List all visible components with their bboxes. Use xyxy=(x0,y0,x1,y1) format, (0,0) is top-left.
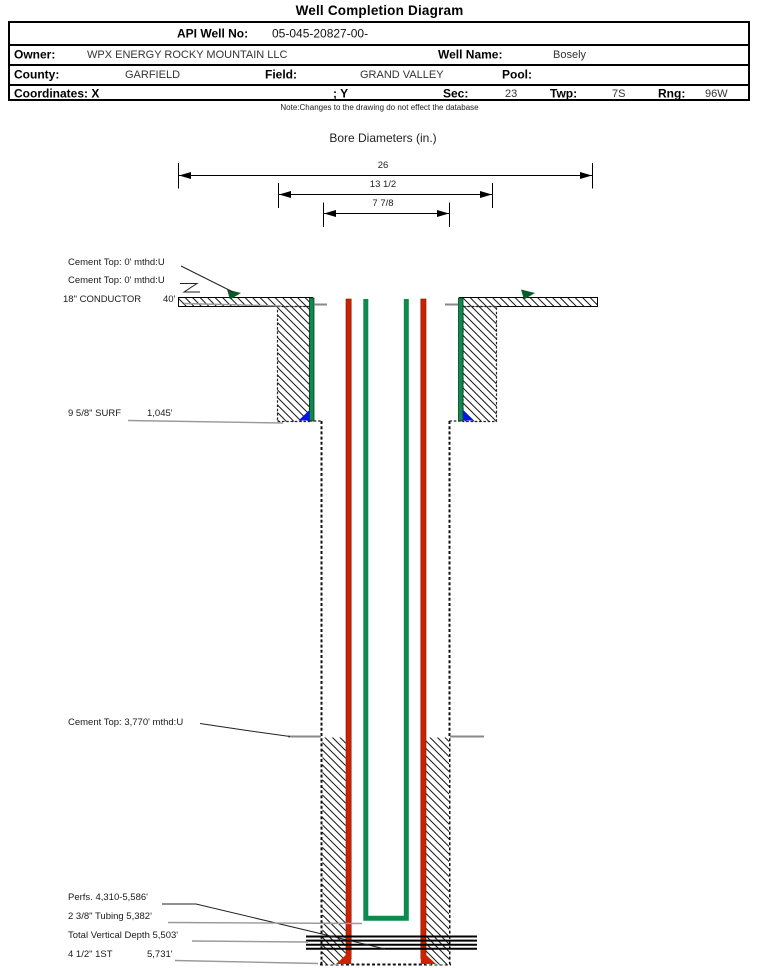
cement-top-3770-label: Cement Top: 3,770' mthd:U xyxy=(68,717,184,728)
surf-casing-label: 9 5/8" SURF 1,045' xyxy=(68,408,173,419)
conductor-cement-right xyxy=(463,307,497,422)
dim-label-26: 26 xyxy=(377,160,389,171)
surf-casing-right xyxy=(459,298,464,421)
county-label: County: xyxy=(14,67,60,82)
surf-casing-depth: 1,045' xyxy=(147,408,173,419)
rng-value: 96W xyxy=(705,87,728,100)
table-row-api xyxy=(10,23,748,44)
well-header-table xyxy=(8,21,750,101)
field-value: GRAND VALLEY xyxy=(360,68,444,81)
coordinates-label: Coordinates: X xyxy=(14,86,100,101)
sec-label: Sec: xyxy=(443,86,469,101)
conductor-cement-left xyxy=(278,307,310,422)
conductor-depth: 40' xyxy=(163,294,176,305)
api-value: 05-045-20827-00- xyxy=(272,26,369,41)
pool-label: Pool: xyxy=(502,67,532,82)
dim-label-13-1-2: 13 1/2 xyxy=(369,179,397,190)
field-label: Field: xyxy=(265,67,297,82)
tubing-label: 2 3/8" Tubing 5,382' xyxy=(68,911,152,922)
bore-diameters-title: Bore Diameters (in.) xyxy=(329,131,437,145)
twp-label: Twp: xyxy=(550,86,578,101)
owner-label: Owner: xyxy=(14,47,56,62)
well-name-label: Well Name: xyxy=(438,47,503,62)
well-name-value: Bosely xyxy=(553,48,587,61)
leader-casing-1st xyxy=(175,961,318,964)
leader-cement-top-3 xyxy=(200,724,290,737)
rng-label: Rng: xyxy=(658,86,686,101)
production-cement-right xyxy=(426,738,449,965)
leader-tvd xyxy=(192,941,308,942)
table-row-coordinates xyxy=(10,84,748,101)
coordinates-y-label: ; Y xyxy=(333,86,349,101)
database-note: Note:Changes to the drawing do not effect the database xyxy=(280,103,479,112)
conductor-label: 18" CONDUCTOR 40' xyxy=(63,294,176,305)
leader-cement-top-2 xyxy=(180,284,200,293)
table-row-county xyxy=(10,64,748,84)
api-label: API Well No: xyxy=(177,26,249,41)
production-casing-right xyxy=(421,299,426,959)
leader-cement-top-1 xyxy=(181,266,233,292)
perfs-label: Perfs. 4,310-5,586' xyxy=(68,892,148,903)
tubing-string xyxy=(366,299,407,918)
cement-top-0-label-2: Cement Top: 0' mthd:U xyxy=(68,275,165,286)
casing-1st-label: 4 1/2" 1ST 5,731' xyxy=(68,949,173,960)
table-row-owner xyxy=(10,44,748,64)
page-title: Well Completion Diagram xyxy=(295,3,464,18)
surface-band-right xyxy=(460,298,598,307)
production-casing-left xyxy=(346,299,351,959)
casing-1st-depth: 5,731' xyxy=(147,949,173,960)
production-cement-left xyxy=(323,738,346,965)
twp-value: 7S xyxy=(612,87,626,100)
dim-label-7-7-8: 7 7/8 xyxy=(372,198,394,209)
leader-surf xyxy=(128,421,283,424)
leader-tubing xyxy=(168,923,362,924)
owner-value: WPX ENERGY ROCKY MOUNTAIN LLC xyxy=(87,48,288,61)
tvd-label: Total Vertical Depth 5,503' xyxy=(68,930,179,941)
surf-casing-left xyxy=(310,298,315,421)
cement-top-0-label-1: Cement Top: 0' mthd:U xyxy=(68,257,165,268)
county-value: GARFIELD xyxy=(125,68,181,81)
sec-value: 23 xyxy=(505,87,518,100)
